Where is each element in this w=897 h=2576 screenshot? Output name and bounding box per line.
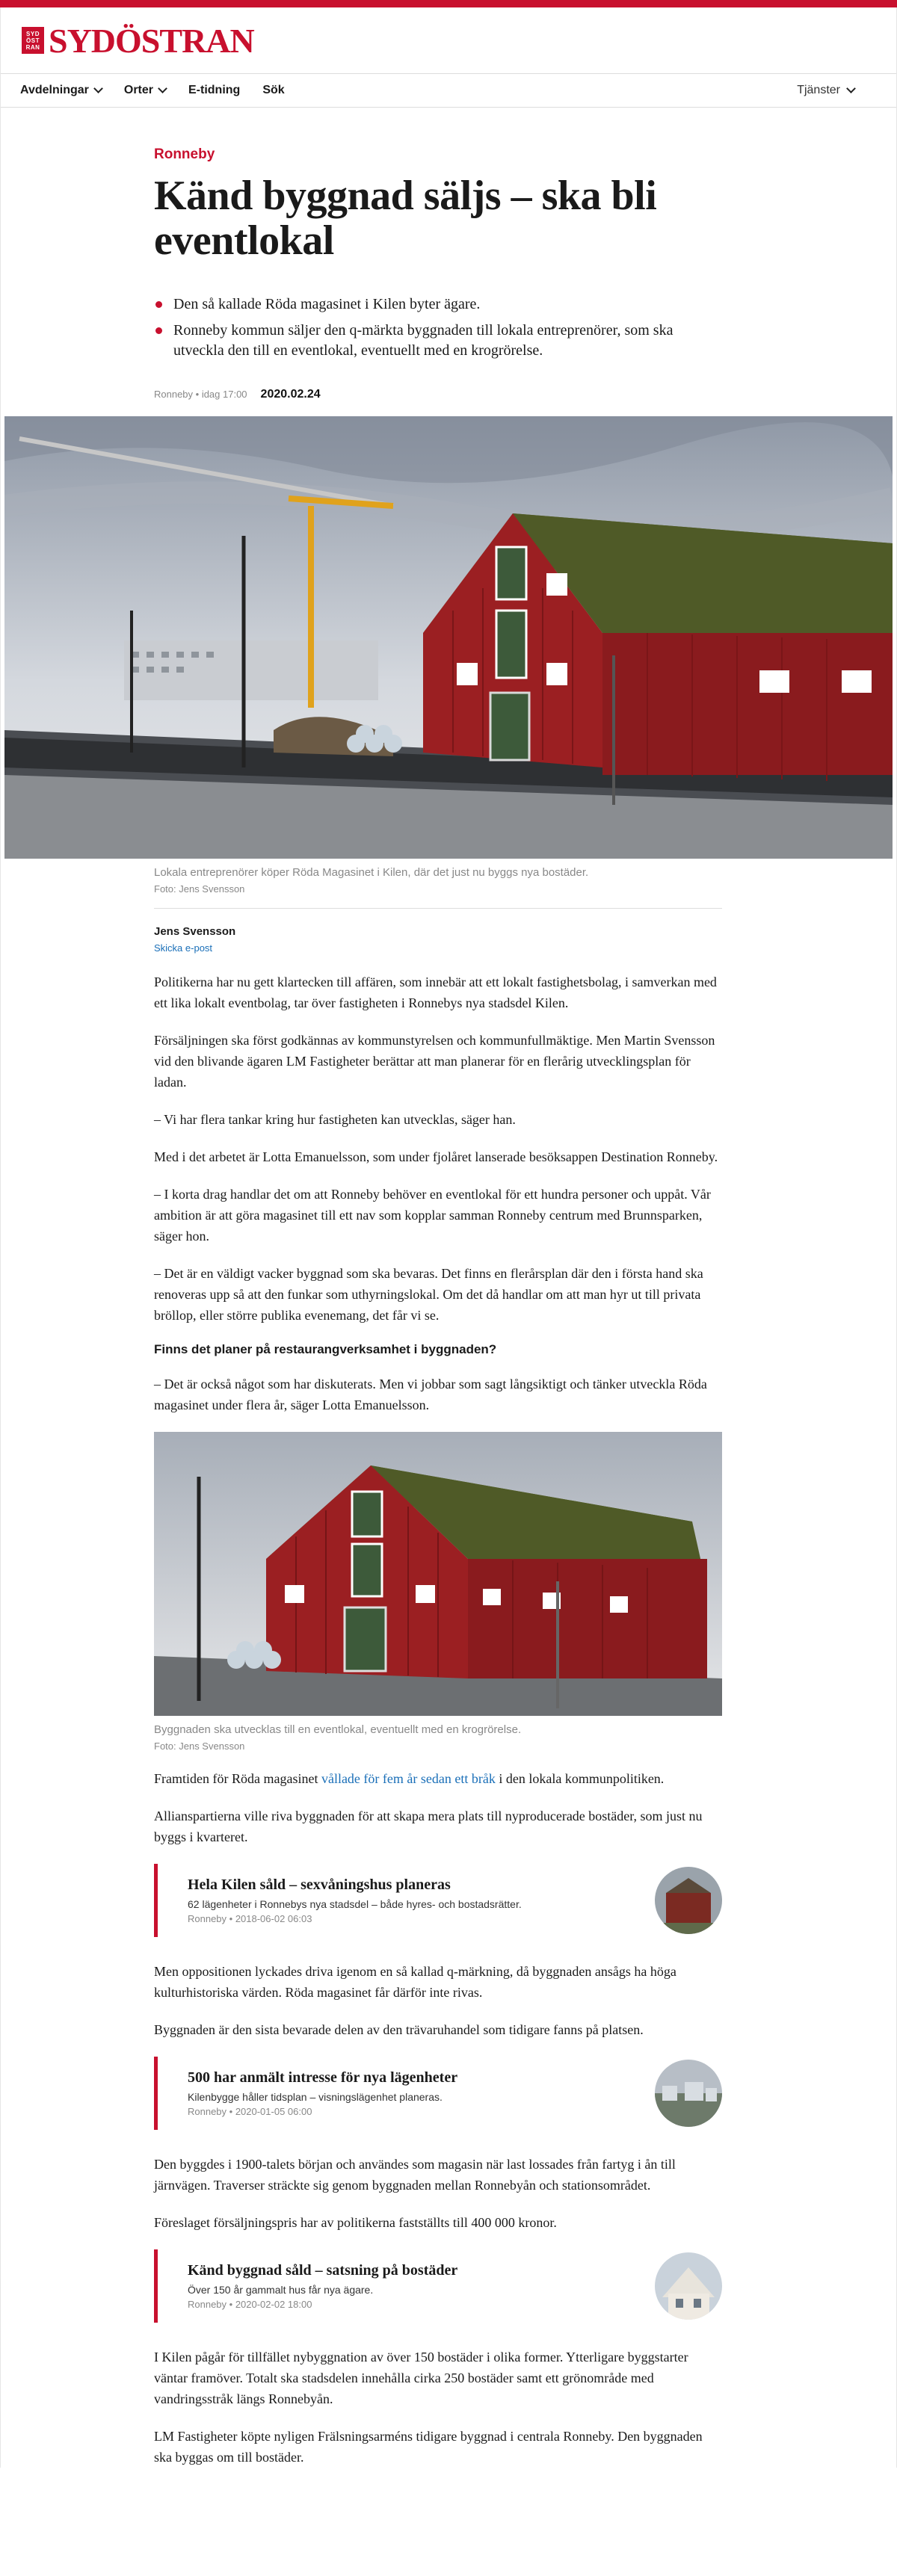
inline-image-caption: Byggnaden ska utvecklas till en eventlokal, eventuellt med en krogrörelse. <box>154 1723 522 1736</box>
masthead <box>1 7 896 73</box>
teaser-text <box>188 2262 655 2310</box>
article-header <box>154 146 722 401</box>
section-label[interactable]: Ronneby <box>154 146 215 162</box>
brand-top-bar <box>0 0 897 7</box>
nav-item-avdelningar[interactable]: Avdelningar <box>20 84 102 97</box>
logo-text: SYDÖSTRAN <box>49 21 254 60</box>
hero-photo-illustration <box>4 416 893 859</box>
body-paragraph: I Kilen pågår för tillfället nybyggnation av över 150 bostäder i olika former. Ytterligare byggstarter väntar framöver. Totalt ska stadsdelen innehålla cirka 250 bostäder samt ett grönområde med vandringsstråk längs Ronnebyån. <box>154 2350 688 2406</box>
hero-caption: Lokala entreprenörer köper Röda Magasinet i Kilen, där det just nu byggs nya bostäder. <box>154 866 589 879</box>
teaser-text <box>188 1877 655 1924</box>
site-logo[interactable] <box>22 21 254 61</box>
body-paragraph: Försäljningen ska först godkännas av kommunstyrelsen och kommunfullmäktige. Men Martin Svensson vid den blivande ägaren LM Fastigheter berättar att man planerar för en flerårig utvecklingsplan för ladan. <box>154 1033 715 1090</box>
author-block <box>154 908 722 954</box>
chevron-down-icon <box>846 84 856 93</box>
teaser-meta: Ronneby • 2020-01-05 06:00 <box>188 2106 312 2117</box>
nav-item-tjanster[interactable]: Tjänster <box>797 84 854 97</box>
teaser-description: 62 lägenheter i Ronnebys nya stadsdel – både hyres- och bostadsrätter. <box>188 1898 522 1910</box>
teaser-thumbnail <box>655 2060 722 2127</box>
body-paragraph: – Vi har flera tankar kring hur fastigheten kan utvecklas, säger han. <box>154 1112 516 1127</box>
body-paragraph: Politikerna har nu gett klartecken till affären, som innebär att ett lokalt fastighetsbolag, i samverkan med ett lika lokalt eventbolag, tar över fastigheten i Ronnebys nya stadsdel Kilen. <box>154 975 717 1010</box>
body-paragraph: Med i det arbetet är Lotta Emanuelsson, som under fjolåret lanserade besöksappen Destination Ronneby. <box>154 1149 718 1164</box>
body-paragraph: Men oppositionen lyckades driva igenom en så kallad q-märkning, då byggnaden ansågs ha höga kulturhistoriska värden. Röda magasinet får därför inte rivas. <box>154 1964 676 2000</box>
teaser-title: Känd byggnad såld – satsning på bostäder <box>188 2262 458 2279</box>
inline-image[interactable] <box>154 1432 722 1716</box>
teaser-thumbnail <box>655 2252 722 2320</box>
body-paragraph: LM Fastigheter köpte nyligen Frälsningsarméns tidigare byggnad i centrala Ronneby. Den byggnaden ska byggas om till bostäder. <box>154 2429 703 2465</box>
chevron-down-icon <box>93 84 103 93</box>
body-paragraph: – Det är en väldigt vacker byggnad som ska bevaras. Det finns en flerårsplan där den i första hand ska renoveras upp så att den funkar som uthyrningslokal. Om det då handlar om att man hyr ut till privata bröllop, eller större publika evenemang, det får vi se. <box>154 1266 703 1323</box>
page <box>0 7 897 2468</box>
lead-bullets <box>154 294 722 361</box>
teaser-title: Hela Kilen såld – sexvåningshus planeras <box>188 1877 451 1893</box>
article-body <box>154 972 722 2468</box>
logo-mark: SYD ÖST RAN <box>22 27 44 54</box>
nav-item-orter[interactable]: Orter <box>124 84 166 97</box>
nav-item-e-tidning[interactable]: E-tidning <box>188 84 241 96</box>
teaser-description: Över 150 år gammalt hus får nya ägare. <box>188 2284 374 2296</box>
related-article-teaser[interactable] <box>154 2249 722 2323</box>
lead-bullet: Ronneby kommun säljer den q-märkta byggnaden till lokala entreprenörer, som ska utveckla den till en eventlokal, eventuellt med en krogrörelse. <box>154 321 722 361</box>
related-article-teaser[interactable] <box>154 1864 722 1937</box>
body-paragraph: Framtiden för Röda magasinet vållade för fem år sedan ett bråk i den lokala kommunpolitiken. <box>154 1771 665 1786</box>
teaser-title: 500 har anmält intresse för nya lägenheter <box>188 2069 458 2086</box>
nav-item-sok[interactable]: Sök <box>262 84 285 96</box>
body-paragraph: Byggnaden är den sista bevarade delen av den trävaruhandel som tidigare fanns på platsen. <box>154 2022 644 2037</box>
meta-date: 2020.02.24 <box>260 388 321 401</box>
author-email-link[interactable]: Skicka e-post <box>154 942 213 954</box>
meta-place-time: Ronneby • idag 17:00 <box>154 389 247 400</box>
teaser-meta: Ronneby • 2020-02-02 18:00 <box>188 2299 312 2310</box>
main-nav <box>1 73 896 108</box>
author-name: Jens Svensson <box>154 925 236 938</box>
body-paragraph: – Det är också något som har diskuterats. Men vi jobbar som sagt långsiktigt och tänker utveckla Röda magasinet under flera år, säger Lotta Emanuelsson. <box>154 1377 707 1412</box>
inline-article-link[interactable]: vållade för fem år sedan ett bråk <box>321 1771 496 1786</box>
body-paragraph: Föreslaget försäljningspris har av politikerna fastställts till 400 000 kronor. <box>154 2215 557 2230</box>
hero-image[interactable] <box>4 416 893 859</box>
subheading: Finns det planer på restaurangverksamhet i byggnaden? <box>154 1342 497 1356</box>
teaser-meta: Ronneby • 2018-06-02 06:03 <box>188 1913 312 1924</box>
related-article-teaser[interactable] <box>154 2057 722 2130</box>
teaser-text <box>188 2069 655 2117</box>
teaser-description: Kilenbygge håller tidsplan – visningslägenhet planeras. <box>188 2091 443 2103</box>
lead-bullet: Den så kallade Röda magasinet i Kilen byter ägare. <box>154 294 722 315</box>
teaser-thumbnail <box>655 1867 722 1934</box>
body-paragraph: Den byggdes i 1900-talets början och användes som magasin när last lossades från fartyg i ån till järnvägen. Traverser sträckte sig genom byggnaden mellan Ronnebyån och stationsområdet. <box>154 2157 676 2193</box>
article-meta <box>154 388 722 401</box>
body-paragraph: Allianspartierna ville riva byggnaden för att skapa mera plats till nyproducerade bostäder, som just nu byggs i kvarteret. <box>154 1809 703 1844</box>
article-title: Känd byggnad säljs – ska bli eventlokal <box>154 173 657 264</box>
inline-image-credit: Foto: Jens Svensson <box>154 1741 245 1752</box>
inline-photo-illustration <box>154 1432 722 1716</box>
chevron-down-icon <box>158 84 167 93</box>
body-paragraph: – I korta drag handlar det om att Ronneby behöver en eventlokal för ett hundra personer och uppåt. Vår ambition är att göra magasinet till ett nav som kopplar samman Ronneby centrum med Brunnsparken, säger hon. <box>154 1187 711 1244</box>
hero-credit: Foto: Jens Svensson <box>154 883 245 895</box>
